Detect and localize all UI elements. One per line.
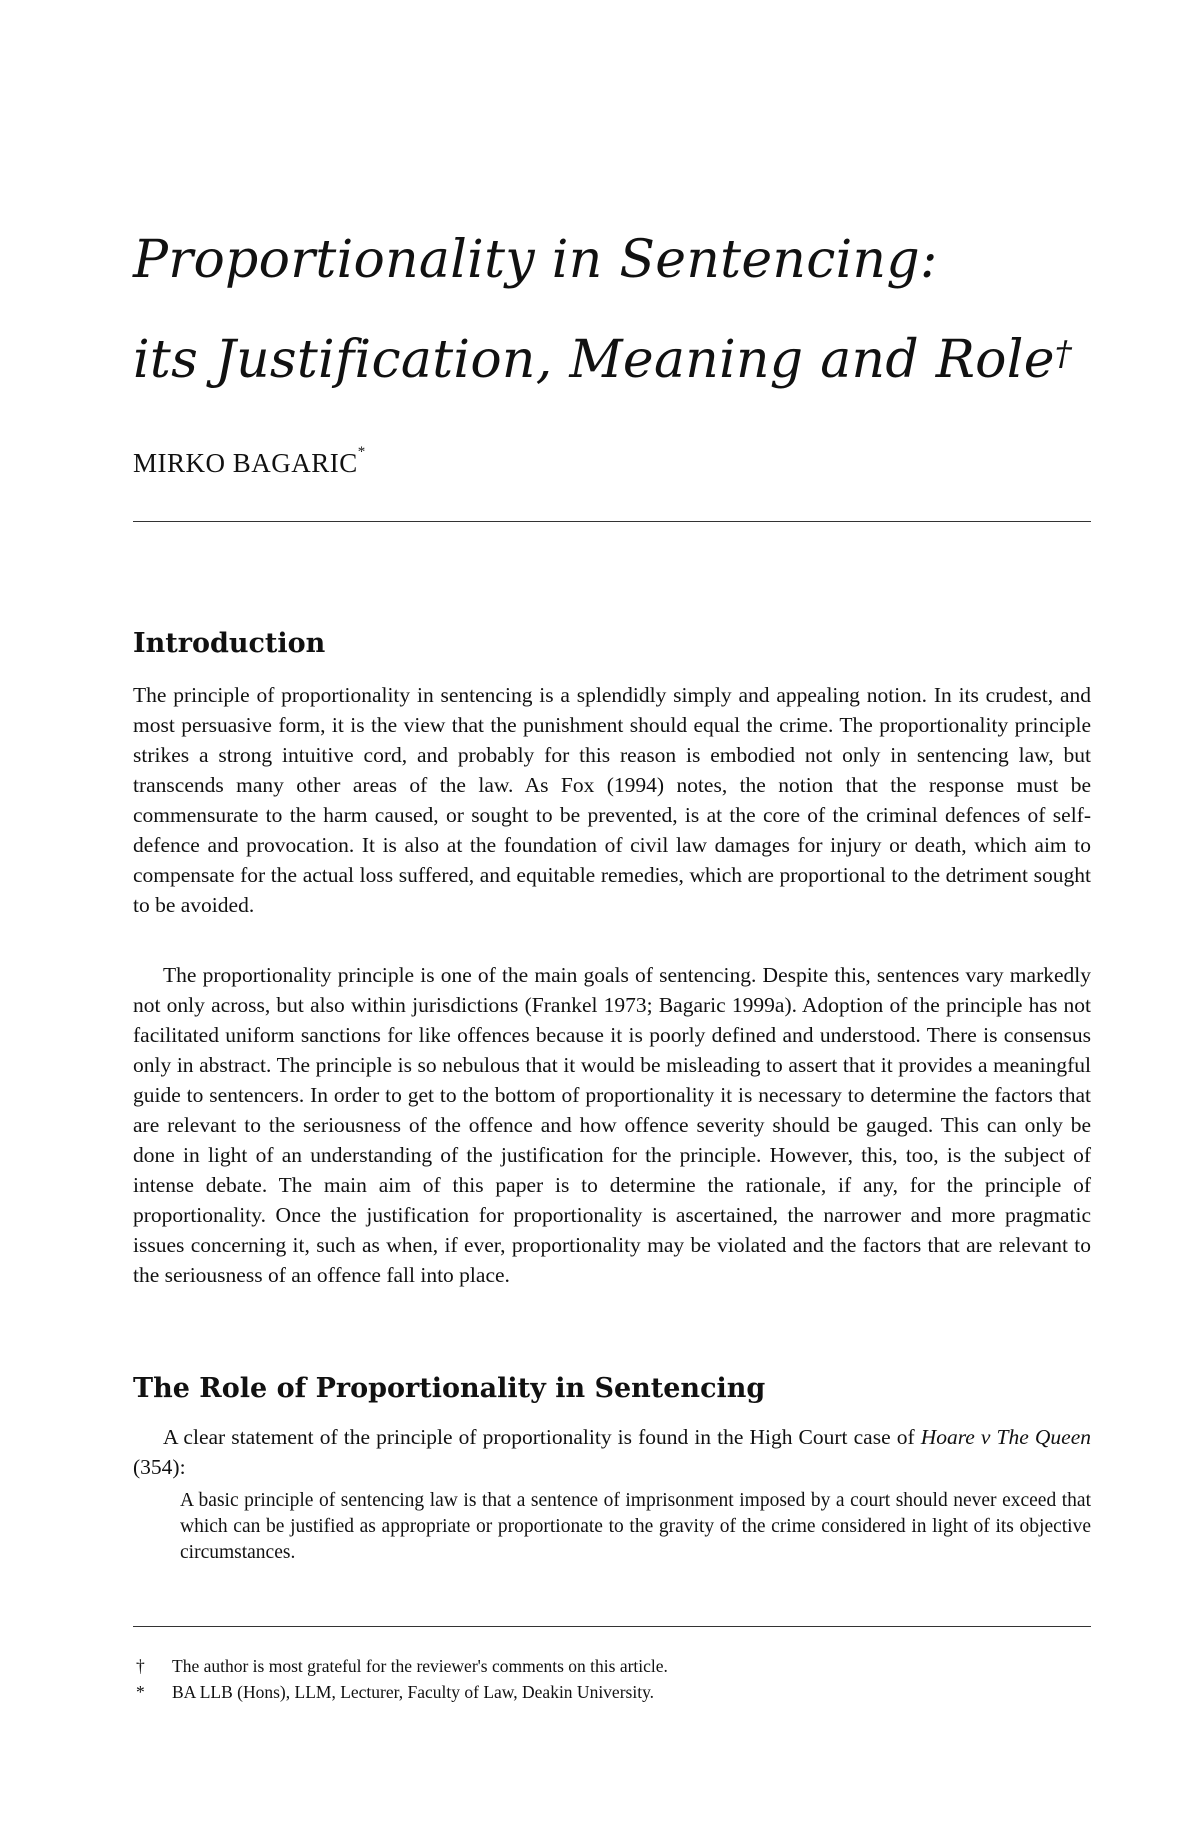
role-paragraph-text: A clear statement of the principle of proportionality is found in the High Court case of xyxy=(163,1425,915,1449)
introduction-paragraph-2: The proportionality principle is one of the main goals of sentencing. Despite this, sentences vary markedly not only across, but also within jurisdictions (Frankel 1973; Bagaric 1999a). Adoption of the principle has not facilitated uniform sanctions for like offences because it is poorly defined and understood. There is consensus only in abstract. The principle is so nebulous that it would be misleading to assert that it provides a meaningful guide to sentencers. In order to get to the bottom of proportionality it is necessary to determine the factors that are relevant to the seriousness of the offence and how offence severity should be gauged. This can only be done in light of an understanding of the justification for the principle. However, this, too, is the subject of intense debate. The main aim of this paper is to determine the rationale, if any, for the principle of proportionality. Once the justification for proportionality is ascertained, the narrower and more pragmatic issues concerning it, such as when, if ever, proportionality may be violated and the factors that are relevant to the seriousness of an offence fall into place. xyxy=(133,963,1091,1287)
footnote-asterisk xyxy=(133,1679,1091,1705)
section-heading-introduction: Introduction xyxy=(133,628,326,659)
header-divider xyxy=(133,521,1091,522)
title-footnote-mark[interactable]: † xyxy=(1054,334,1073,374)
footnote-dagger xyxy=(133,1653,1091,1679)
title-line-1: Proportionality in Sentencing: xyxy=(133,230,938,290)
footnotes xyxy=(133,1653,1091,1705)
author-footnote-mark[interactable]: * xyxy=(357,444,366,460)
footnote-mark: * xyxy=(136,1682,145,1702)
author-name xyxy=(133,444,366,479)
title-line-2 xyxy=(133,310,1091,410)
introduction-paragraph-1: The principle of proportionality in sentencing is a splendidly simply and appealing notion. In its crudest, and most persuasive form, it is the view that the punishment should equal the crime. The proportionality principle strikes a strong intuitive cord, and probably for this reason is embodied not only in sentencing law, but transcends many other areas of the law. As Fox (1994) notes, the notion that the response must be commensurate to the harm caused, or sought to be prevented, is at the core of the criminal defences of self-defence and provocation. It is also at the foundation of civil law damages for injury or death, which aim to compensate for the actual loss suffered, and equitable remedies, which are proportional to the detriment sought to be avoided. xyxy=(133,683,1091,917)
role-paragraph-1 xyxy=(133,1422,1091,1482)
block-quote: A basic principle of sentencing law is that a sentence of imprisonment imposed by a court should never exceed that which can be justified as appropriate or proportionate to the gravity of the crime considered in light of its objective circumstances. xyxy=(180,1490,1091,1563)
section-heading-role: The Role of Proportionality in Sentencing xyxy=(133,1373,766,1404)
footnote-mark: † xyxy=(136,1656,145,1676)
article-title xyxy=(133,210,1091,410)
author-name-text: MIRKO BAGARIC xyxy=(133,448,358,478)
footnote-text: BA LLB (Hons), LLM, Lecturer, Faculty of Law, Deakin University. xyxy=(172,1682,655,1702)
footnote-text: The author is most grateful for the reviewer's comments on this article. xyxy=(172,1656,668,1676)
title-line-2-text: its Justification, Meaning and Role xyxy=(133,330,1055,390)
footnote-divider xyxy=(133,1626,1091,1627)
case-citation: (354): xyxy=(133,1455,186,1479)
case-name: Hoare v The Queen xyxy=(920,1425,1092,1449)
